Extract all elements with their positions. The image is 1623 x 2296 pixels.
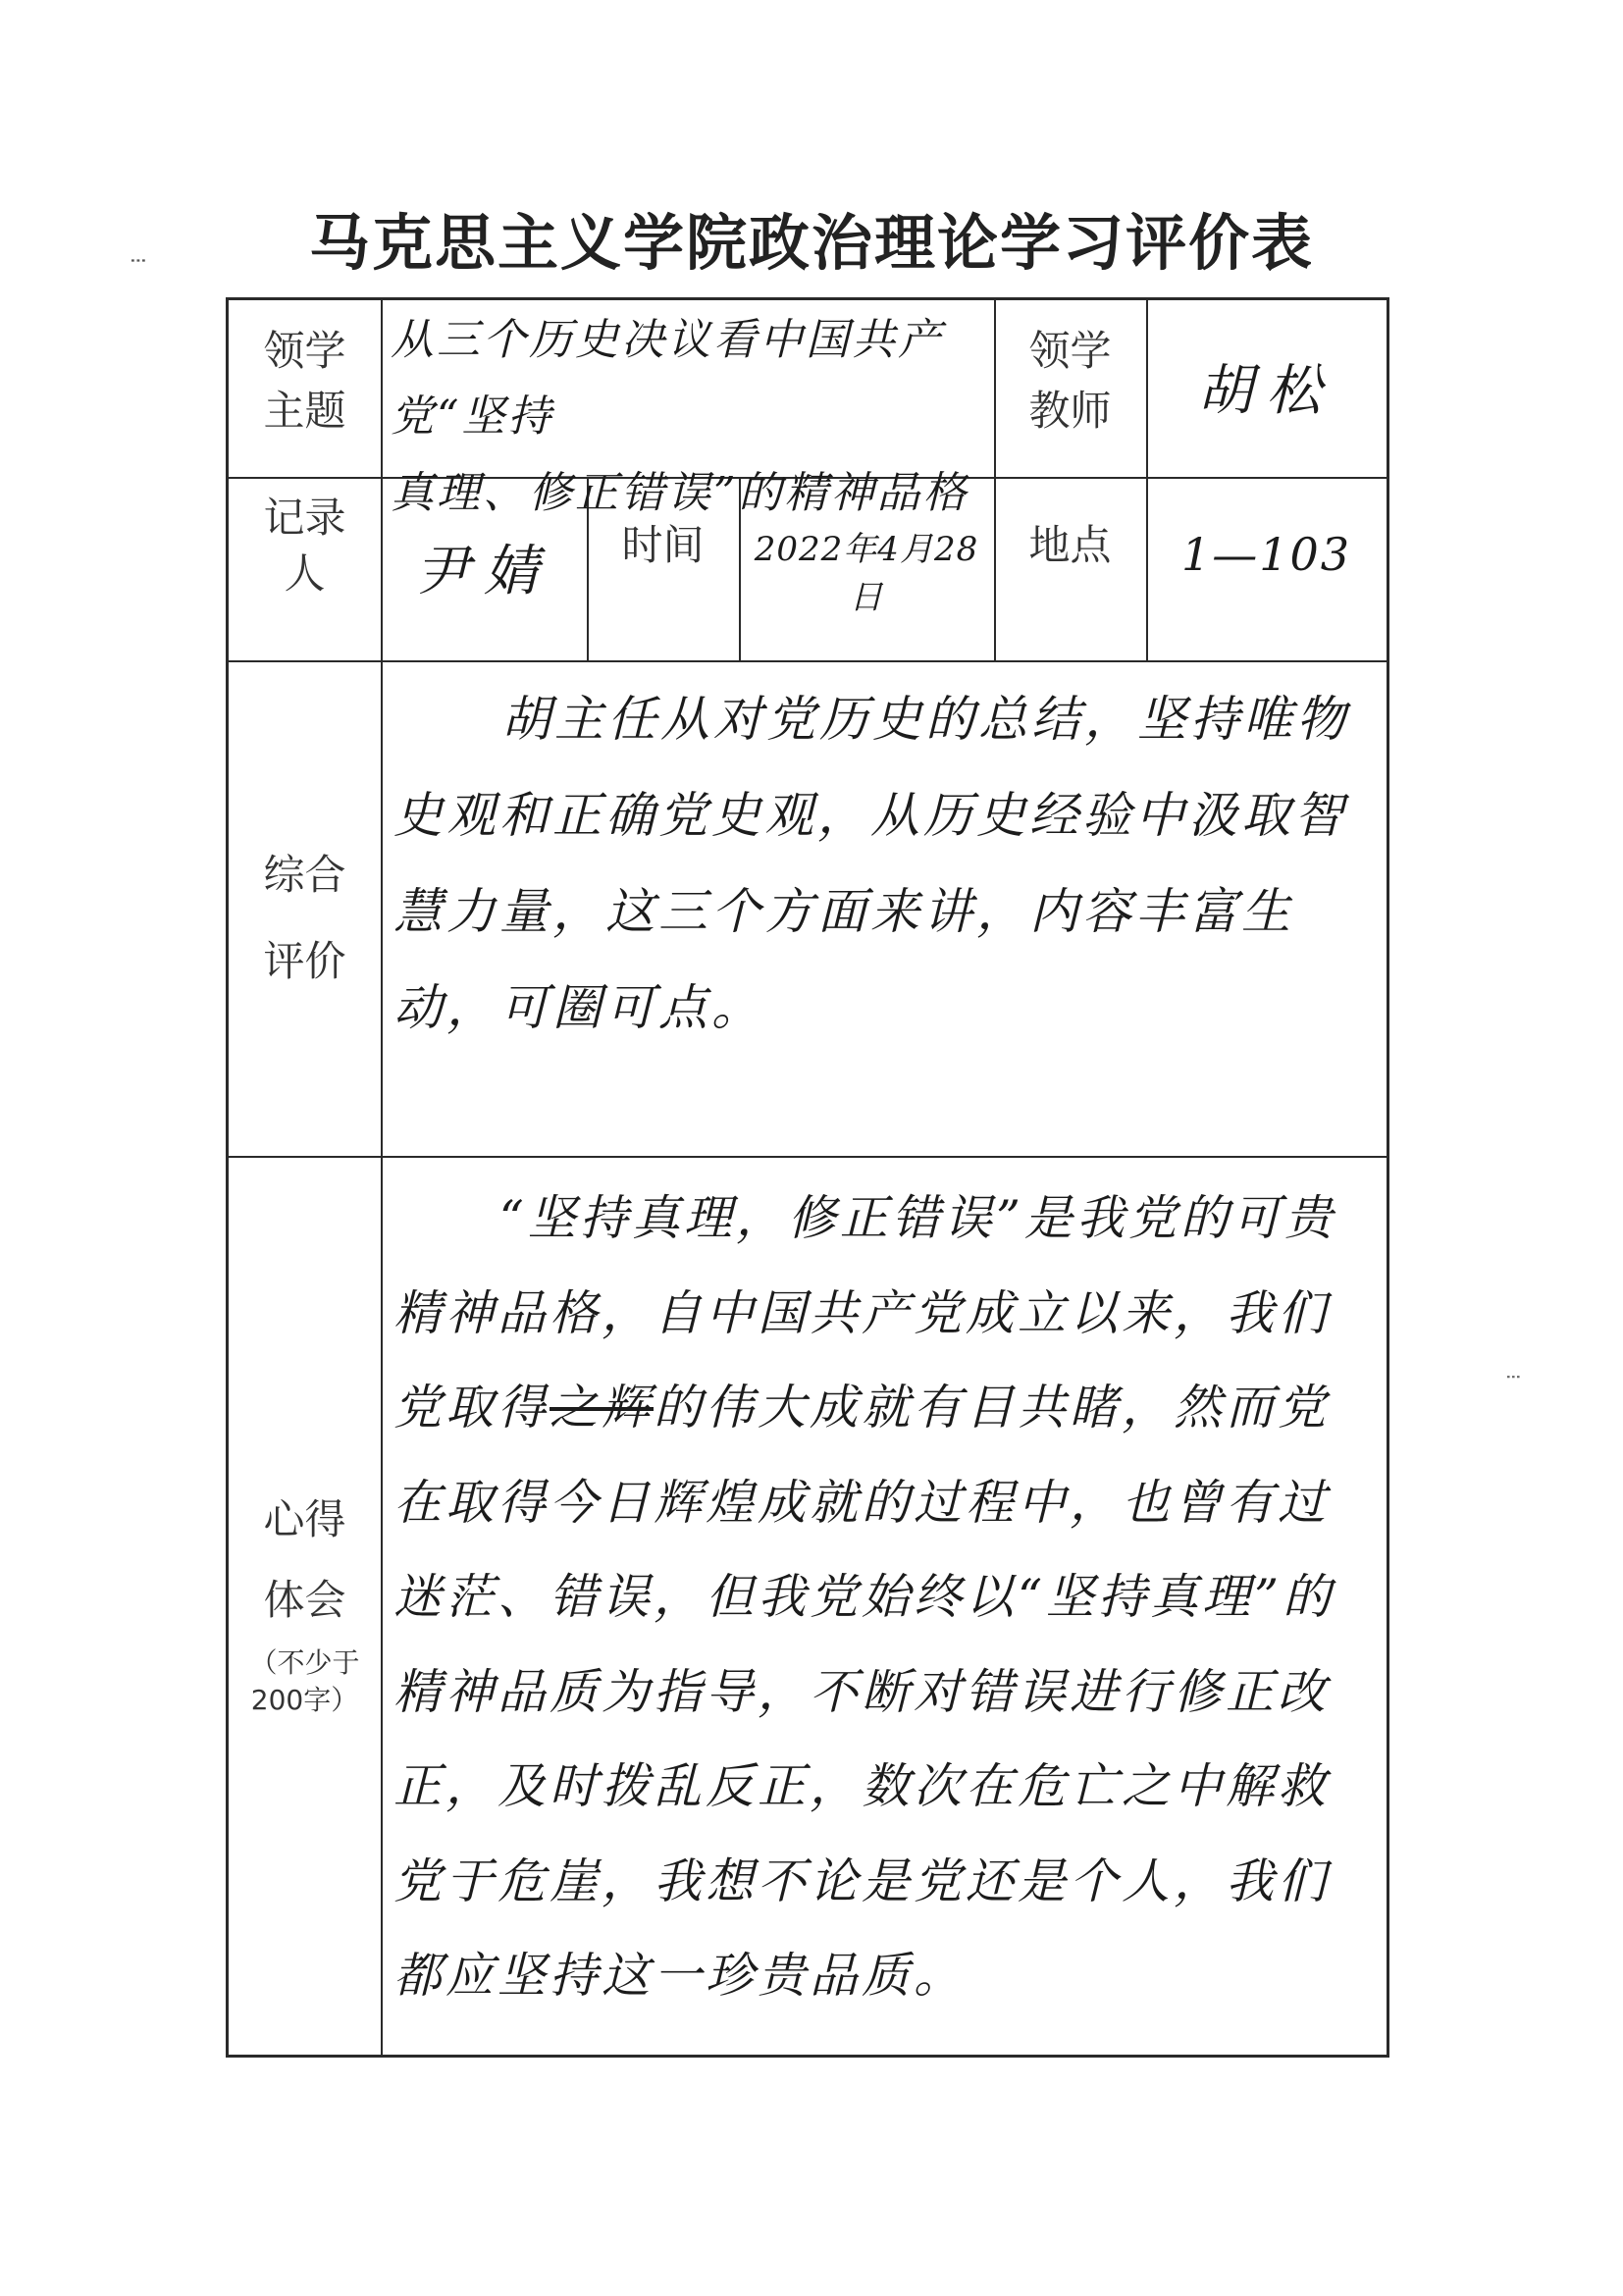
row-divider [229, 1156, 1387, 1158]
teacher-label: 领学教师 [1028, 327, 1112, 435]
recorder-value: 尹婧 [415, 540, 552, 603]
experience-label-cell [229, 1156, 381, 2055]
evaluation-text: 胡主任从对党历史的总结，坚持唯物史观和正确党史观，从历史经验中汲取智慧力量，这三个方面来讲，内容丰富生动，可圈可点。 [393, 691, 1349, 1036]
evaluation-label: 综合评价 [263, 851, 346, 986]
experience-content [393, 1172, 1377, 2045]
experience-text [393, 1172, 1377, 2024]
scan-margin-mark: ⁝ [1501, 1374, 1525, 1381]
time-value: 2022年4月28日 [754, 530, 979, 617]
struck-out-correction: 之辉 [550, 1380, 654, 1435]
recorder-label: 记录人 [263, 494, 346, 598]
time-label: 时间 [621, 521, 705, 569]
place-label: 地点 [1028, 521, 1112, 569]
page-title: 马克思主义学院政治理论学习评价表 [308, 207, 1314, 279]
topic-label: 领学主题 [263, 327, 346, 435]
evaluation-form-table [226, 297, 1389, 2058]
place-value: 1—103 [1180, 528, 1352, 581]
experience-note: （不少于 200字） [249, 1645, 360, 1716]
experience-label: 心得体会 [263, 1495, 346, 1624]
topic-line-2: 真理、修正错误”的精神品格 [391, 468, 969, 518]
scan-margin-mark: ⁝ [125, 257, 149, 264]
experience-text-part: “坚持真理，修正错误”是我党的可贵精神品格，自中国共产党成立以来，我们党取得 [393, 1190, 1336, 1435]
topic-line-1: 从三个历史决议看中国共产党“坚持 [391, 315, 944, 442]
topic-value [391, 302, 989, 518]
row-divider [229, 660, 1387, 662]
evaluation-content [393, 671, 1375, 1152]
teacher-value: 胡松 [1197, 359, 1335, 423]
experience-text-part: 的伟大成就有目共睹，然而党在取得今日辉煌成就的过程中，也曾有过迷茫、错误，但我党始终以“坚持真理”的精神品质为指导，不断对错误进行修正改正，及时拨乱反正，数次在危亡之中解救党于危崖，我想不论是党还是个人，我们都应坚持这一珍贵品质。 [393, 1380, 1335, 2004]
